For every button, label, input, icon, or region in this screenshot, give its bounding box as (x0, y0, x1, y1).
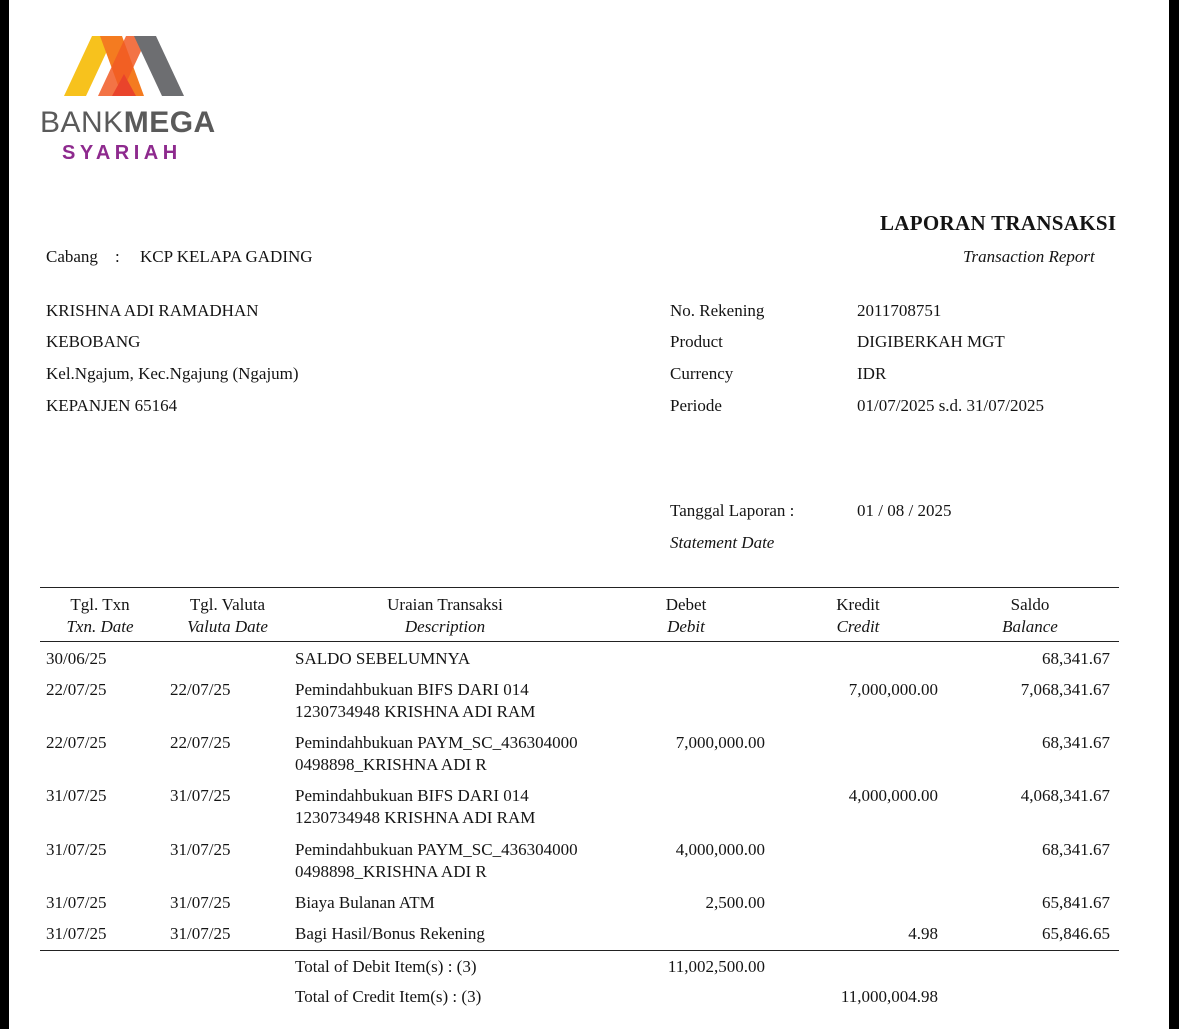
row-description-line2: 1230734948 KRISHNA ADI RAM (295, 808, 536, 827)
customer-address-line3: KEPANJEN 65164 (46, 396, 178, 415)
report-date-label: Tanggal Laporan : (670, 501, 795, 520)
row-txn-date: 31/07/25 (46, 786, 107, 805)
bank-logo (38, 36, 216, 166)
header-credit: Kredit Credit (836, 595, 880, 636)
currency-value: IDR (857, 364, 887, 383)
header-valuta-date: Tgl. Valuta Valuta Date (187, 595, 268, 636)
currency-label: Currency (670, 364, 734, 383)
row-txn-date: 22/07/25 (46, 680, 107, 699)
screen-edge-right (1169, 0, 1179, 1029)
row-balance: 4,068,341.67 (1020, 786, 1110, 805)
row-debit: 2,500.00 (705, 893, 765, 912)
logo-bank-text: BANKMEGA (40, 106, 216, 139)
account-number-label: No. Rekening (670, 301, 765, 320)
report-title: LAPORAN TRANSAKSI (880, 211, 1117, 235)
row-description-line2: 0498898_KRISHNA ADI R (295, 755, 487, 774)
row-credit: 4,000,000.00 (848, 786, 938, 805)
row-balance: 65,841.67 (1042, 893, 1110, 912)
header-description: Uraian Transaksi Description (387, 595, 503, 636)
row-description: Bagi Hasil/Bonus Rekening (295, 924, 485, 943)
row-description: SALDO SEBELUMNYA (295, 649, 471, 668)
total-debit-value: 11,002,500.00 (667, 957, 765, 976)
row-valuta-date: 22/07/25 (170, 733, 231, 752)
table-top-rule (40, 587, 1119, 588)
row-valuta-date: 31/07/25 (170, 840, 231, 859)
total-debit-label: Total of Debit Item(s) : (3) (295, 957, 477, 976)
row-debit: 7,000,000.00 (675, 733, 765, 752)
screen-edge-left (0, 0, 9, 1029)
row-description-line2: 0498898_KRISHNA ADI R (295, 862, 487, 881)
row-balance: 65,846.65 (1042, 924, 1110, 943)
logo-mark-icon (64, 36, 186, 98)
row-balance: 68,341.67 (1042, 649, 1110, 668)
header-txn-date: Tgl. Txn Txn. Date (66, 595, 134, 636)
branch-separator: : (115, 247, 120, 266)
row-description: Pemindahbukuan PAYM_SC_436304000 (295, 840, 578, 859)
row-txn-date: 22/07/25 (46, 733, 107, 752)
row-description-line2: 1230734948 KRISHNA ADI RAM (295, 702, 536, 721)
statement-date-label: Statement Date (670, 533, 775, 552)
report-subtitle: Transaction Report (963, 247, 1095, 266)
row-description: Pemindahbukuan BIFS DARI 014 (295, 786, 529, 805)
branch-value: KCP KELAPA GADING (140, 247, 313, 266)
row-valuta-date: 22/07/25 (170, 680, 231, 699)
row-txn-date: 31/07/25 (46, 924, 107, 943)
logo-syariah-text: SYARIAH (62, 142, 182, 164)
total-credit-value: 11,000,004.98 (840, 987, 938, 1006)
row-txn-date: 30/06/25 (46, 649, 107, 668)
table-bottom-rule (40, 950, 1119, 951)
customer-address-line1: KEBOBANG (46, 332, 141, 351)
period-value: 01/07/2025 s.d. 31/07/2025 (857, 396, 1045, 415)
row-txn-date: 31/07/25 (46, 840, 107, 859)
row-description: Biaya Bulanan ATM (295, 893, 435, 912)
branch-label: Cabang (46, 247, 98, 266)
row-credit: 7,000,000.00 (848, 680, 938, 699)
total-credit-label: Total of Credit Item(s) : (3) (295, 987, 482, 1006)
row-txn-date: 31/07/25 (46, 893, 107, 912)
account-number-value: 2011708751 (857, 301, 942, 320)
report-date-value: 01 / 08 / 2025 (857, 501, 952, 520)
row-description: Pemindahbukuan PAYM_SC_436304000 (295, 733, 578, 752)
header-balance: Saldo Balance (1002, 595, 1058, 636)
row-balance: 68,341.67 (1042, 733, 1110, 752)
row-balance: 68,341.67 (1042, 840, 1110, 859)
product-value: DIGIBERKAH MGT (857, 332, 1005, 351)
period-label: Periode (670, 396, 722, 415)
row-valuta-date: 31/07/25 (170, 786, 231, 805)
product-label: Product (670, 332, 723, 351)
customer-address-line2: Kel.Ngajum, Kec.Ngajung (Ngajum) (46, 364, 299, 383)
header-debit: Debet Debit (665, 595, 707, 636)
row-debit: 4,000,000.00 (675, 840, 765, 859)
table-header-rule (40, 641, 1119, 642)
row-valuta-date: 31/07/25 (170, 893, 231, 912)
row-valuta-date: 31/07/25 (170, 924, 231, 943)
row-description: Pemindahbukuan BIFS DARI 014 (295, 680, 529, 699)
row-balance: 7,068,341.67 (1020, 680, 1110, 699)
customer-name: KRISHNA ADI RAMADHAN (46, 301, 259, 320)
row-credit: 4.98 (908, 924, 938, 943)
